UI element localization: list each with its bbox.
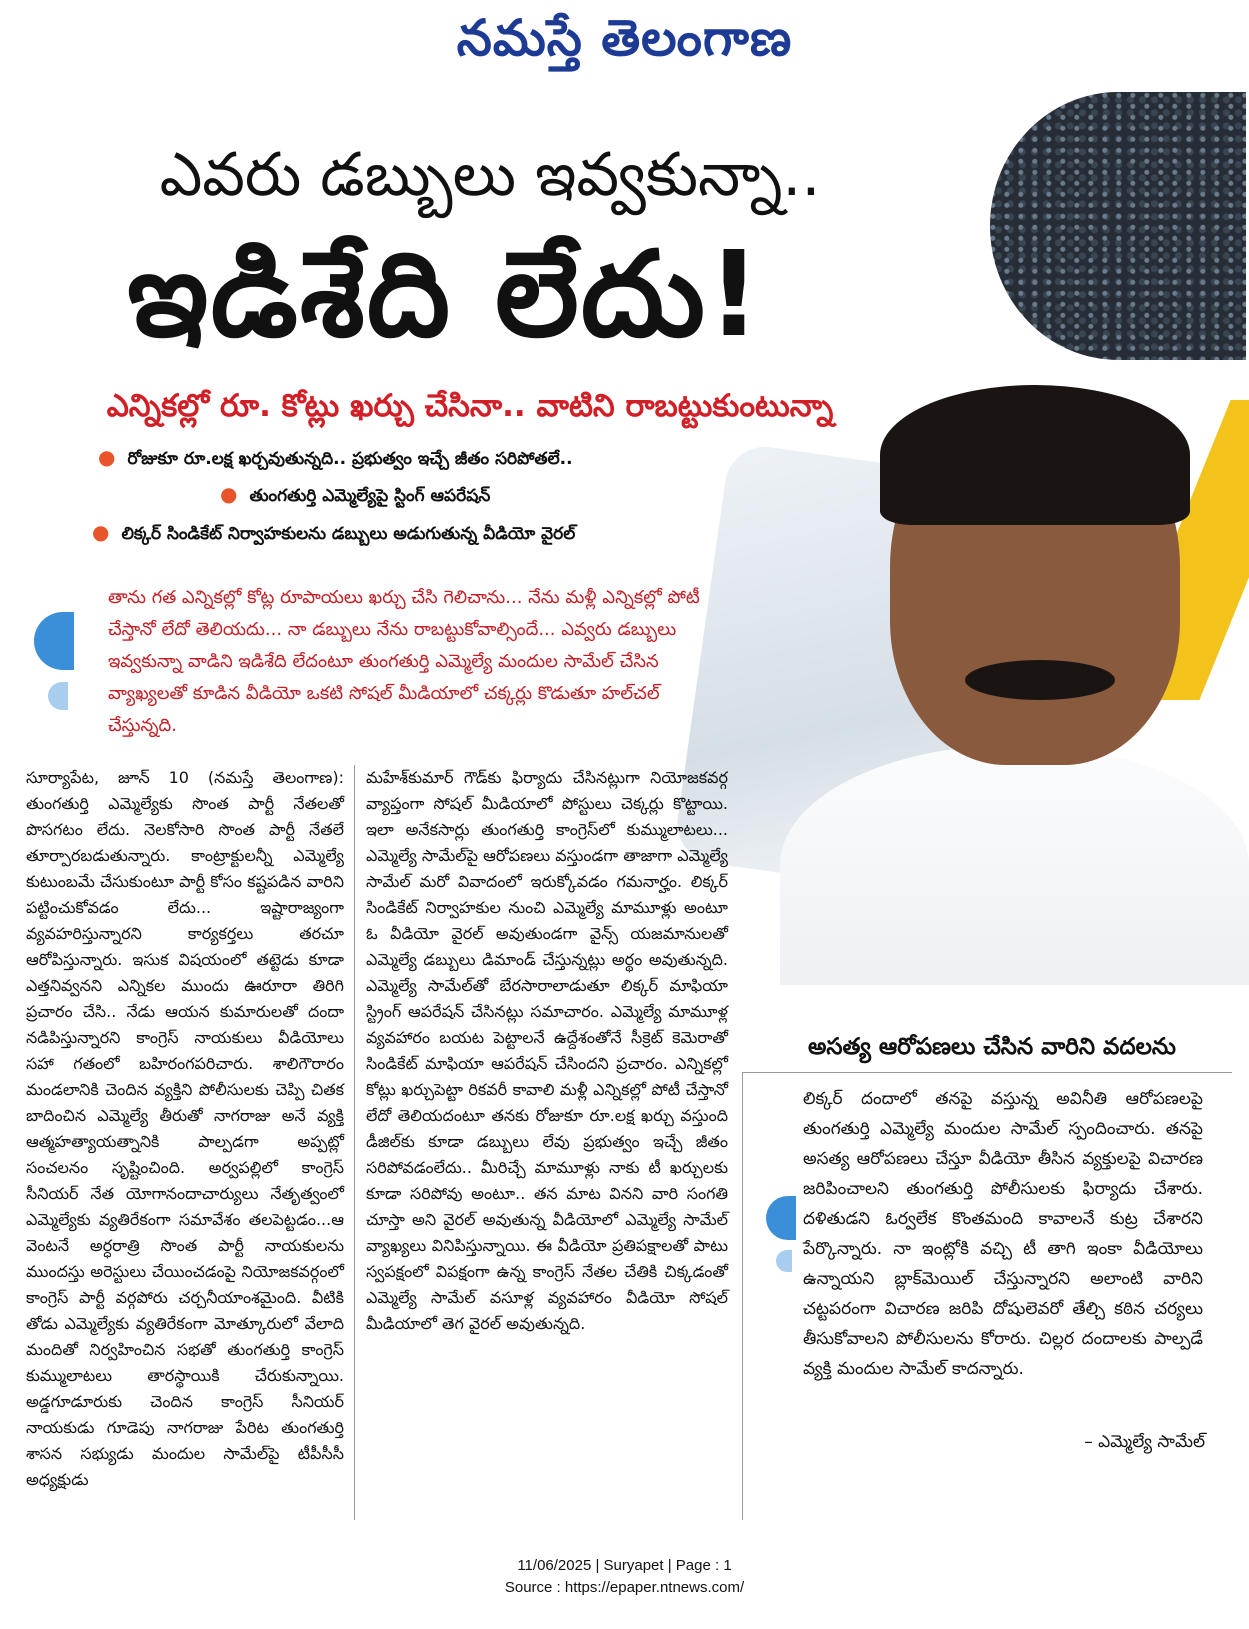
subhead: ఎన్నికల్లో రూ. కోట్లు ఖర్చు చేసినా.. వాటిని రాబట్టుకుంటున్నా: [106, 388, 834, 424]
bullet-item: ● లిక్కర్ సిండికేట్ నిర్వాహకులను డబ్బులు అడుగుతున్న వీడియో వైరల్: [92, 520, 576, 544]
body-column-1: సూర్యాపేట, జూన్ 10 (నమస్తే తెలంగాణ): తుంగతుర్తి ఎమ్మెల్యేకు సొంత పార్టీ నేతలతో పొసగటం లేదు. నెలకోసారి సొంత పార్టీ నేతలే తూర్పారబడుతున్నారు. కాంట్రాక్టులన్నీ ఎమ్మెల్యే కుటుంబమే చేసుకుంటూ పార్టీ కోసం కష్టపడిన వారిని పట్టించుకోవడం లేదు... ఇష్టారాజ్యంగా వ్యవహరిస్తున్నారని కార్యకర్తలు తరచూ ఆరోపిస్తున్నారు. ఇసుక విషయంలో తట్టెడు కూడా ఎత్తనివ్వనని ఎన్నికల ముందు ఊరూరా తిరిగి ప్రచారం చేసి.. నేడు ఆయన కుమారులతో దందా నడిపిస్తున్నారని కాంగ్రెస్ నాయకులు వీడియోలు సహా గతంలో బహిరంగపరిచారు. శాలిగౌరారం మండలానికి చెందిన వ్యక్తిని పోలీసులకు చెప్పి చితక బాదించిన ఎమ్మెల్యే తీరుతో నాగరాజు అనే వ్యక్తి ఆత్మహత్యాయత్నానికి పాల్పడగా అప్పట్లో సంచలనం సృష్టించింది. అర్వపల్లిలో కాంగ్రెస్ సీనియర్ నేత యోగానందాచార్యులు నేతృత్వంలో ఎమ్మెల్యేకు వ్యతిరేకంగా సమావేశం తలపెట్టడం...ఆ వెంటనే అర్ధరాత్రి సొంత పార్టీ నాయకులను ముందస్తు అరెస్టులు చేయించడంపై నియోజకవర్గంలో కాంగ్రెస్ పార్టీ వర్గపోరు చర్చనీయాంశమైంది. వీటికి తోడు ఎమ్మెల్యేకు వ్యతిరేకంగా మోత్కూరులో వేలాది మందితో నిర్వహించిన సభతో తుంగతుర్తి కాంగ్రెస్ కుమ్ములాటలు తారస్థాయికి చేరుకున్నాయి. అడ్డగూడూరుకు చెందిన కాంగ్రెస్ సీనియర్ నాయకుడు గూడెపు నాగరాజు పేరిట తుంగతుర్తి శాసన సభ్యుడు మందుల సామేల్‌పై టీపీసీసీ అధ్యక్షుడు: [26, 768, 344, 1489]
quote-mark-icon: [766, 1196, 806, 1296]
sidebox-signature: – ఎమ్మెల్యే సామేల్: [1084, 1432, 1205, 1452]
bullet-item: ● తుంగతుర్తి ఎమ్మెల్యేపై స్టింగ్ ఆపరేషన్: [220, 482, 491, 506]
column-rule: [742, 1072, 743, 1520]
quote-mark-icon: [34, 612, 80, 712]
headline-line1: ఎవరు డబ్బులు ఇవ్వకున్నా..: [159, 140, 821, 210]
bullet-item: ● రోజుకూ రూ.లక్ష ఖర్చవుతున్నది.. ప్రభుత్వం ఇచ్చే జీతం సరిపోతలే..: [98, 445, 573, 469]
mla-photo: [780, 385, 1249, 945]
headline-line2: ఇడిశేది లేదు!: [127, 225, 763, 363]
sidebox-heading: అసత్య ఆరోపణలు చేసిన వారిని వదలను: [808, 1034, 1176, 1060]
footer-source: Source : https://epaper.ntnews.com/: [504, 1579, 745, 1596]
footer-date-edition: 11/06/2025 | Suryapet | Page : 1: [517, 1557, 732, 1574]
sidebox-rule: [742, 1072, 1232, 1073]
footer: [0, 1555, 1249, 1599]
sidebox-text: లిక్కర్ దందాలో తనపై వస్తున్న అవినీతి ఆరోపణలపై తుంగతుర్తి ఎమ్మెల్యే మందుల సామేల్ స్పందించారు. తనపై అసత్య ఆరోపణలు చేస్తూ వీడియో తీసిన వ్యక్తులపై విచారణ జరిపించాలని తుంగతుర్తి పోలీసులకు ఫిర్యాదు చేశారు. దళితుడని ఓర్వలేక కొంతమంది కావాలనే కుట్ర చేశారని పేర్కొన్నారు. నా ఇంట్లోకి వచ్చి టీ తాగి ఇంకా వీడియోలు ఉన్నాయని బ్లాక్‌మెయిల్ చేస్తున్నారని అలాంటి వారిని చట్టపరంగా విచారణ జరిపి దోషులెవరో తేల్చి కఠిన చర్యలు తీసుకోవాలని పోలీసులను కోరారు. చిల్లర దందాలకు పాల్పడే వ్యక్తి మందుల సామేల్ కాదన్నారు.: [803, 1089, 1203, 1379]
intro-paragraph: తాను గత ఎన్నికల్లో కోట్ల రూపాయలు ఖర్చు చేసి గెలిచాను... నేను మళ్లీ ఎన్నికల్లో పోటీ చేస్తానో లేదో తెలియదు... నా డబ్బులు నేను రాబట్టుకోవాల్సిందే... ఎవ్వరు డబ్బులు ఇవ్వకున్నా వాడిని ఇడిశేది లేదంటూ తుంగతుర్తి ఎమ్మెల్యే మందుల సామేల్ చేసిన వ్యాఖ్యలతో కూడిన వీడియో ఒకటి సోషల్ మీడియాలో చక్కర్లు కొడుతూ హల్‌చల్ చేస్తున్నది.: [108, 587, 700, 736]
body-column-2: మహేశ్‌కుమార్ గౌడ్‌కు ఫిర్యాదు చేసినట్లుగా నియోజకవర్గ వ్యాప్తంగా సోషల్ మీడియాలో పోస్టులు చెక్కర్లు కొట్టాయి. ఇలా అనేకసార్లు తుంగతుర్తి కాంగ్రెస్‌లో కుమ్ములాటలు... ఎమ్మెల్యే సామేల్‌పై ఆరోపణలు వస్తుండగా తాజాగా ఎమ్మెల్యే సామేల్ మరో వివాదంలో ఇరుక్కోవడం గమనార్హం. లిక్కర్ సిండికేట్ నిర్వాహకుల నుంచి ఎమ్మెల్యే మామూళ్లు అంటూ ఓ వీడియో వైరల్ అవుతుండగా వైన్స్ యజమానులతో ఎమ్మెల్యే డబ్బులు డిమాండ్ చేస్తున్నట్లు అర్థం అవుతున్నది. ఎమ్మెల్యే సామేల్‌తో బేరసారాలాడుతూ లిక్కర్ మాఫియా స్ట్రింగ్ ఆపరేషన్ చేసినట్లు సమాచారం. ఎమ్మెల్యే మామూళ్ల వ్యవహారం బయట పెట్టాలనే ఉద్దేశంతోనే సీక్రెట్ కెమెరాతో సిండికేట్ మాఫియా ఆపరేషన్ చేసిందని ప్రచారం. ఎన్నికల్లో కోట్లు ఖర్చుపెట్టా రికవరీ కావాలి మళ్లీ ఎన్నికల్లో పోటీ చేస్తానో లేదో తెలియదంటూ తనకు రోజుకూ రూ.లక్ష ఖర్చు వస్తుంది డీజిల్‌కు కూడా డబ్బులు లేవు ప్రభుత్వం ఇచ్చే జీతం సరిపోవడంలేదు.. మీరిచ్చే మామూళ్లు నాకు టీ ఖర్చులకు కూడా సరిపోవు అంటూ.. తన మాట వినని వారి సంగతి చూస్తా అని వైరల్ అవుతున్న వీడియోలో ఎమ్మెల్యే సామేల్ వ్యాఖ్యలు వినిపిస్తున్నాయి. ఈ వీడియో ప్రతిపక్షాలతో పాటు స్వపక్షంలో విపక్షంగా ఉన్న కాంగ్రెస్ నేతల చేతికి చిక్కడంతో ఎమ్మెల్యే సామేల్ వసూళ్ల వ్యవహారం వీడియో సోషల్ మీడియాలో తెగ వైరల్ అవుతున్నది.: [366, 768, 728, 1333]
seeds-photo: [990, 92, 1246, 360]
masthead: నమస్తే తెలంగాణ: [456, 8, 793, 67]
column-rule: [354, 765, 355, 1520]
